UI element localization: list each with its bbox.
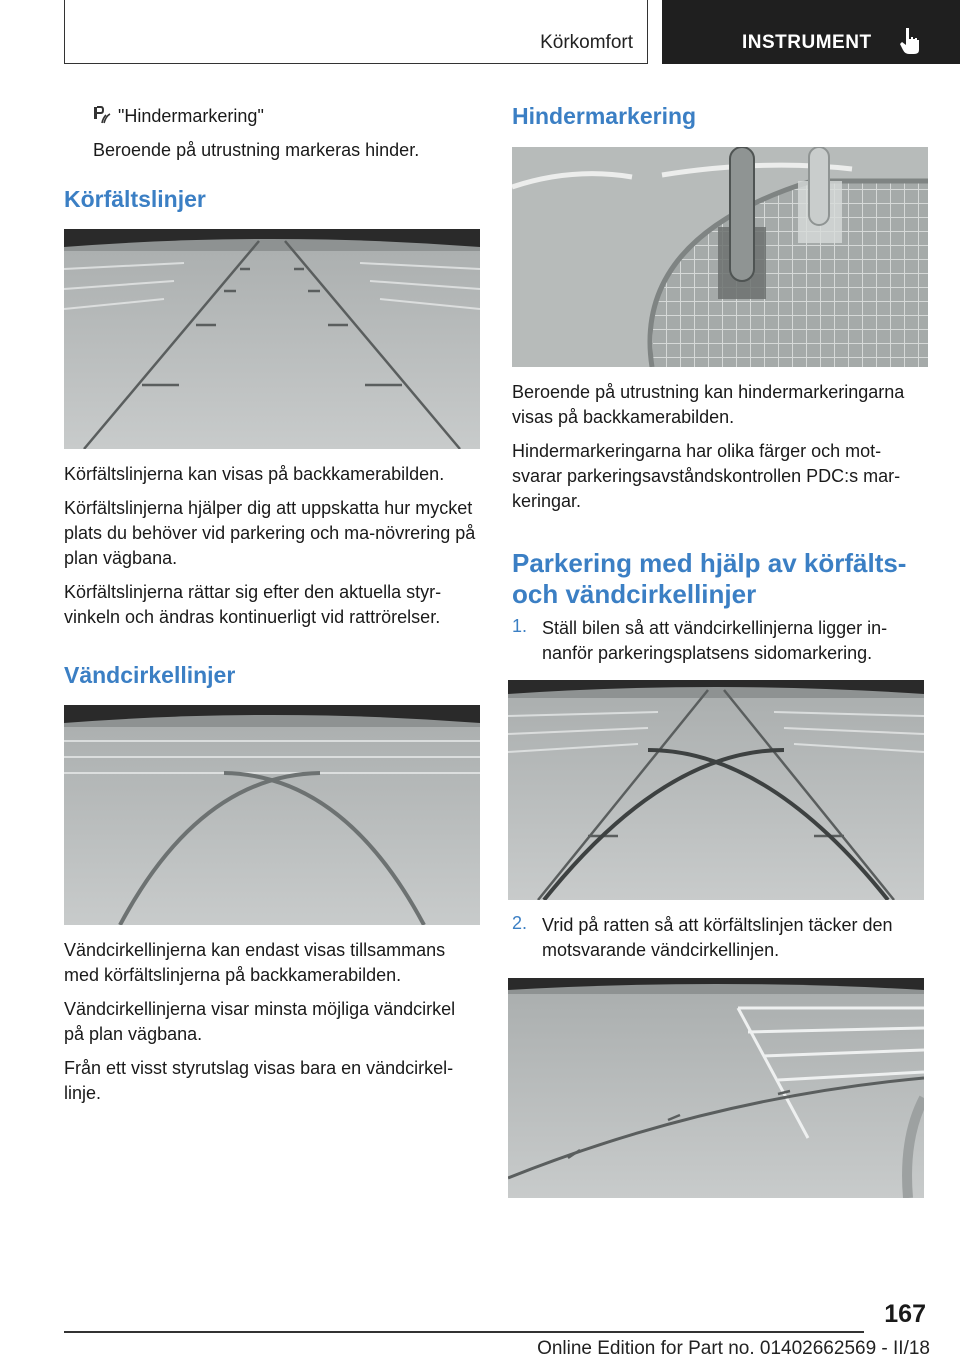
section-title: Körkomfort <box>540 32 633 53</box>
step-1-text: Ställ bilen så att vändcirkellinjerna ligger in-nanför parkeringsplatsens sidomarkering. <box>542 618 888 663</box>
chapter-tab[interactable] <box>662 0 960 64</box>
pointing-hand-icon <box>898 26 922 56</box>
obstacle-figure <box>512 147 928 367</box>
parking-heading-line-1: Parkering med hjälp av körfälts- <box>512 548 907 578</box>
obstacle-marking-heading: Hindermarkering <box>512 103 697 129</box>
step-2-number: 2. <box>512 913 528 933</box>
step-2-text: Vrid på ratten så att körfältslinjen täcker den motsvarande vändcirkellinjen. <box>542 915 893 960</box>
lane-lines-figure <box>64 229 480 449</box>
lane-lines-para-1: Körfältslinjerna kan visas på backkamerabilden. <box>64 464 445 484</box>
turning-circle-text <box>64 938 480 1106</box>
turning-circle-para-2: Vändcirkellinjerna visar minsta möjliga vändcirkel på plan vägbana. <box>64 999 456 1044</box>
obstacle-marking-icon <box>93 106 111 124</box>
chapter-label: INSTRUMENT <box>742 32 872 53</box>
parking-step-1 <box>512 616 922 666</box>
obstacle-marking-para-1: Beroende på utrustning kan hindermarkeringarna visas på backkamerabilden. <box>512 382 905 427</box>
parking-heading-line-2: och vändcirkellinjer <box>512 579 757 609</box>
footer-divider <box>64 1331 864 1333</box>
parking-step-2 <box>512 913 922 963</box>
turning-circle-heading: Vändcirkellinjer <box>64 662 236 688</box>
turning-circle-para-1: Vändcirkellinjerna kan endast visas tillsammans med körfältslinjerna på backkamerabilden. <box>64 940 446 985</box>
obstacle-marking-desc: Beroende på utrustning markeras hinder. <box>93 140 420 160</box>
parking-step-2-figure <box>508 978 924 1198</box>
obstacle-marking-para-2: Hindermarkeringarna har olika färger och mot-svarar parkeringsavståndskontrollen PDC:s mar-keringar. <box>512 441 901 511</box>
lane-lines-text <box>64 462 480 630</box>
lane-lines-heading: Körfältslinjer <box>64 186 206 212</box>
turning-circle-figure <box>64 705 480 925</box>
footer-edition: Online Edition for Part no. 01402662569 - II/18 <box>537 1338 930 1359</box>
turning-circle-para-3: Från ett visst styrutslag visas bara en vändcirkel-linje. <box>64 1058 454 1103</box>
obstacle-marking-label: "Hindermarkering" <box>118 106 264 126</box>
step-1-number: 1. <box>512 616 528 636</box>
lane-lines-para-3: Körfältslinjerna rättar sig efter den aktuella styr-vinkeln och ändras kontinuerligt vid rattrörelser. <box>64 582 442 627</box>
parking-heading <box>512 548 906 610</box>
header-section-box <box>64 0 648 64</box>
lane-lines-para-2: Körfältslinjerna hjälper dig att uppskatta hur mycket plats du behöver vid parkering och ma-növrering på plan vägbana. <box>64 498 476 568</box>
obstacle-marking-text <box>512 380 930 514</box>
page-number: 167 <box>884 1300 926 1328</box>
parking-step-1-figure <box>508 680 924 900</box>
